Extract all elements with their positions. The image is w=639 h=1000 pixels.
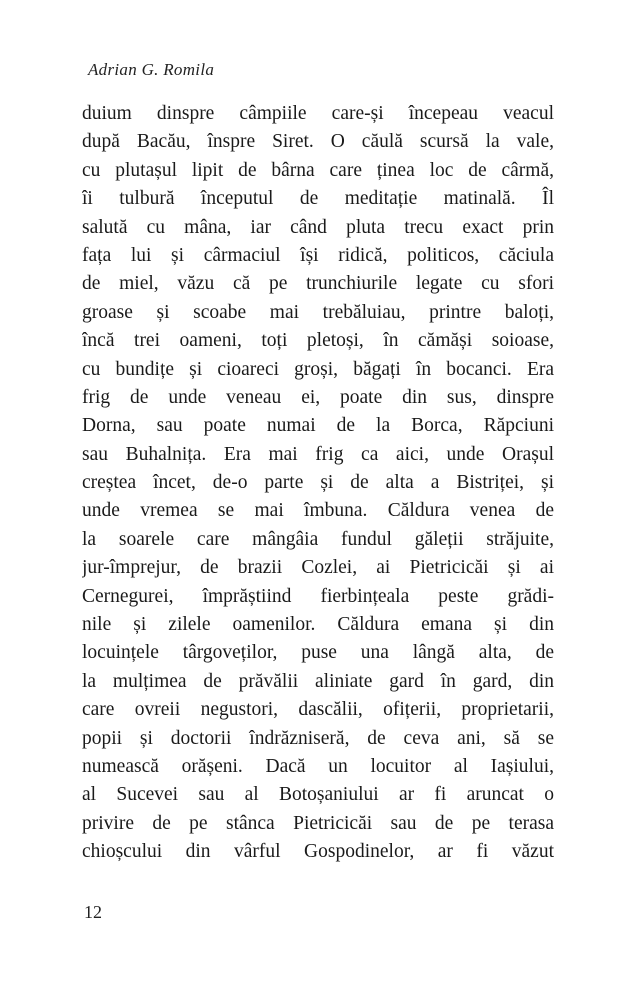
text-line: la mulțimea de prăvălii aliniate gard în gard, din — [82, 670, 554, 692]
text-line: Cernegurei, împrăștiind fierbințeala peste grădi- — [82, 585, 554, 607]
text-line: Dorna, sau poate numai de la Borca, Răpciuni — [82, 415, 554, 437]
text-line: după Bacău, înspre Siret. O căulă scursă la vale, — [82, 131, 554, 153]
text-line: îi tulbură începutul de meditație matinală. Îl — [82, 188, 554, 210]
text-line: care ovreii negustori, dascălii, ofițerii, proprietarii, — [82, 699, 554, 721]
text-line: privire de pe stânca Pietricicăi sau de pe terasa — [82, 812, 554, 834]
text-line: de miel, văzu că pe trunchiurile legate cu sfori — [82, 273, 554, 295]
text-line: fața lui și cârmaciul își ridică, politicos, căciula — [82, 244, 554, 266]
text-line: groase și scoabe mai trebăluiau, printre baloți, — [82, 301, 554, 323]
text-line: locuințele târgoveților, puse una lângă alta, de — [82, 642, 554, 664]
text-line: încă trei oameni, toți pletoși, în cămăși soioase, — [82, 330, 554, 352]
text-line: frig de unde veneau ei, poate din sus, dinspre — [82, 386, 554, 408]
page-number: 12 — [84, 902, 102, 922]
text-line: la soarele care mângâia fundul găleții străjuite, — [82, 528, 554, 550]
text-line: cu plutașul lipit de bârna care ținea loc de cârmă, — [82, 159, 554, 181]
text-line: numească orășeni. Dacă un locuitor al Iașiului, — [82, 755, 554, 777]
text-line: nile și zilele oamenilor. Căldura emana și din — [82, 614, 554, 636]
text-line: al Sucevei sau al Botoșaniului ar fi aruncat o — [82, 784, 554, 806]
text-line: salută cu mâna, iar când pluta trecu exact prin — [82, 216, 554, 238]
text-line: sau Buhalnița. Era mai frig ca aici, unde Orașul — [82, 443, 554, 465]
text-line: creștea încet, de-o parte și de alta a Bistriței, și — [82, 472, 554, 494]
text-line: unde vremea se mai îmbuna. Căldura venea de — [82, 500, 554, 522]
running-head-author: Adrian G. Romila — [88, 60, 215, 79]
body-text — [82, 100, 554, 867]
text-line: chioșcului din vârful Gospodinelor, ar fi văzut — [82, 841, 554, 863]
text-line: cu bundițe și cioareci groși, băgați în bocanci. Era — [82, 358, 554, 380]
text-line: popii și doctorii îndrăzniseră, de ceva ani, să se — [82, 727, 554, 749]
text-line: jur-împrejur, de brazii Cozlei, ai Pietricicăi și ai — [82, 557, 554, 579]
text-line: duium dinspre câmpiile care-și începeau veacul — [82, 103, 554, 124]
